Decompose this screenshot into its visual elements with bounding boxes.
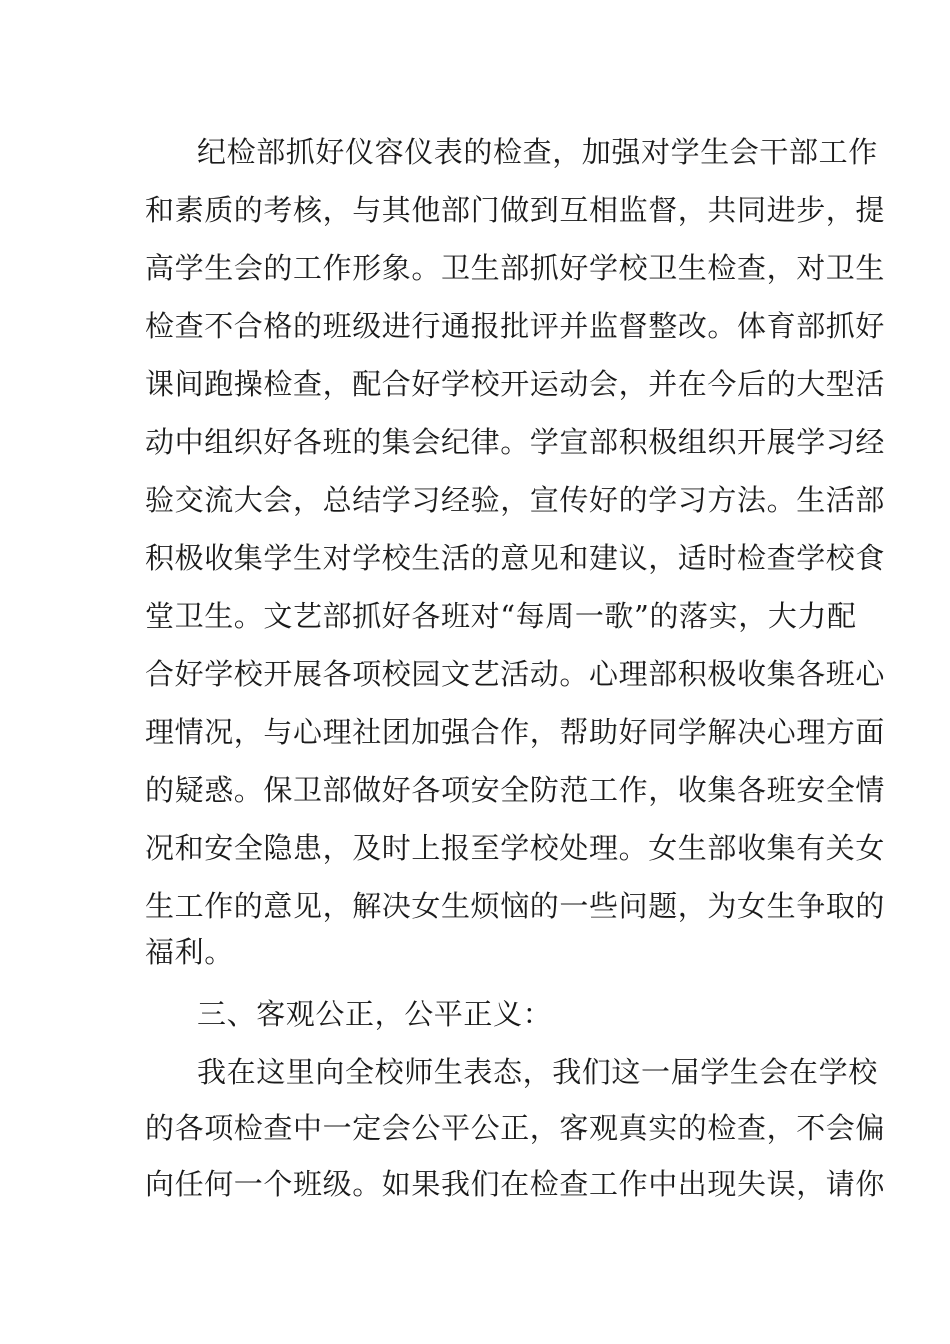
paragraph-line: 积极收集学生对学校生活的意见和建议，适时检查学校食: [145, 541, 886, 575]
paragraph-line: 高学生会的工作形象。卫生部抓好学校卫生检查，对卫生: [145, 251, 886, 285]
paragraph-line: 动中组织好各班的集会纪律。学宣部积极组织开展学习经: [145, 425, 886, 459]
paragraph-line: 理情况，与心理社团加强合作，帮助好同学解决心理方面: [145, 715, 886, 749]
paragraph-line: 合好学校开展各项校园文艺活动。心理部积极收集各班心: [145, 657, 886, 691]
paragraph-line: 纪检部抓好仪容仪表的检查，加强对学生会干部工作: [197, 135, 878, 169]
paragraph-line: 的各项检查中一定会公平公正，客观真实的检查，不会偏: [145, 1111, 886, 1145]
paragraph-line: 和素质的考核，与其他部门做到互相监督，共同进步，提: [145, 193, 886, 227]
paragraph-line: 福利。: [145, 935, 234, 969]
paragraph-line: 堂卫生。文艺部抓好各班对“每周一歌”的落实，大力配: [145, 599, 857, 633]
paragraph-line: 检查不合格的班级进行通报批评并监督整改。体育部抓好: [145, 309, 886, 343]
paragraph-line: 生工作的意见，解决女生烦恼的一些问题，为女生争取的: [145, 889, 886, 923]
paragraph-line: 课间跑操检查，配合好学校开运动会，并在今后的大型活: [145, 367, 886, 401]
paragraph-line: 况和安全隐患，及时上报至学校处理。女生部收集有关女: [145, 831, 886, 865]
paragraph-line: 的疑惑。保卫部做好各项安全防范工作，收集各班安全情: [145, 773, 886, 807]
paragraph-line: 验交流大会，总结学习经验，宣传好的学习方法。生活部: [145, 483, 886, 517]
section-heading: 三、客观公正，公平正义：: [197, 997, 553, 1031]
paragraph-line: 我在这里向全校师生表态，我们这一届学生会在学校: [197, 1055, 878, 1089]
paragraph-line: 向任何一个班级。如果我们在检查工作中出现失误，请你: [145, 1167, 886, 1201]
